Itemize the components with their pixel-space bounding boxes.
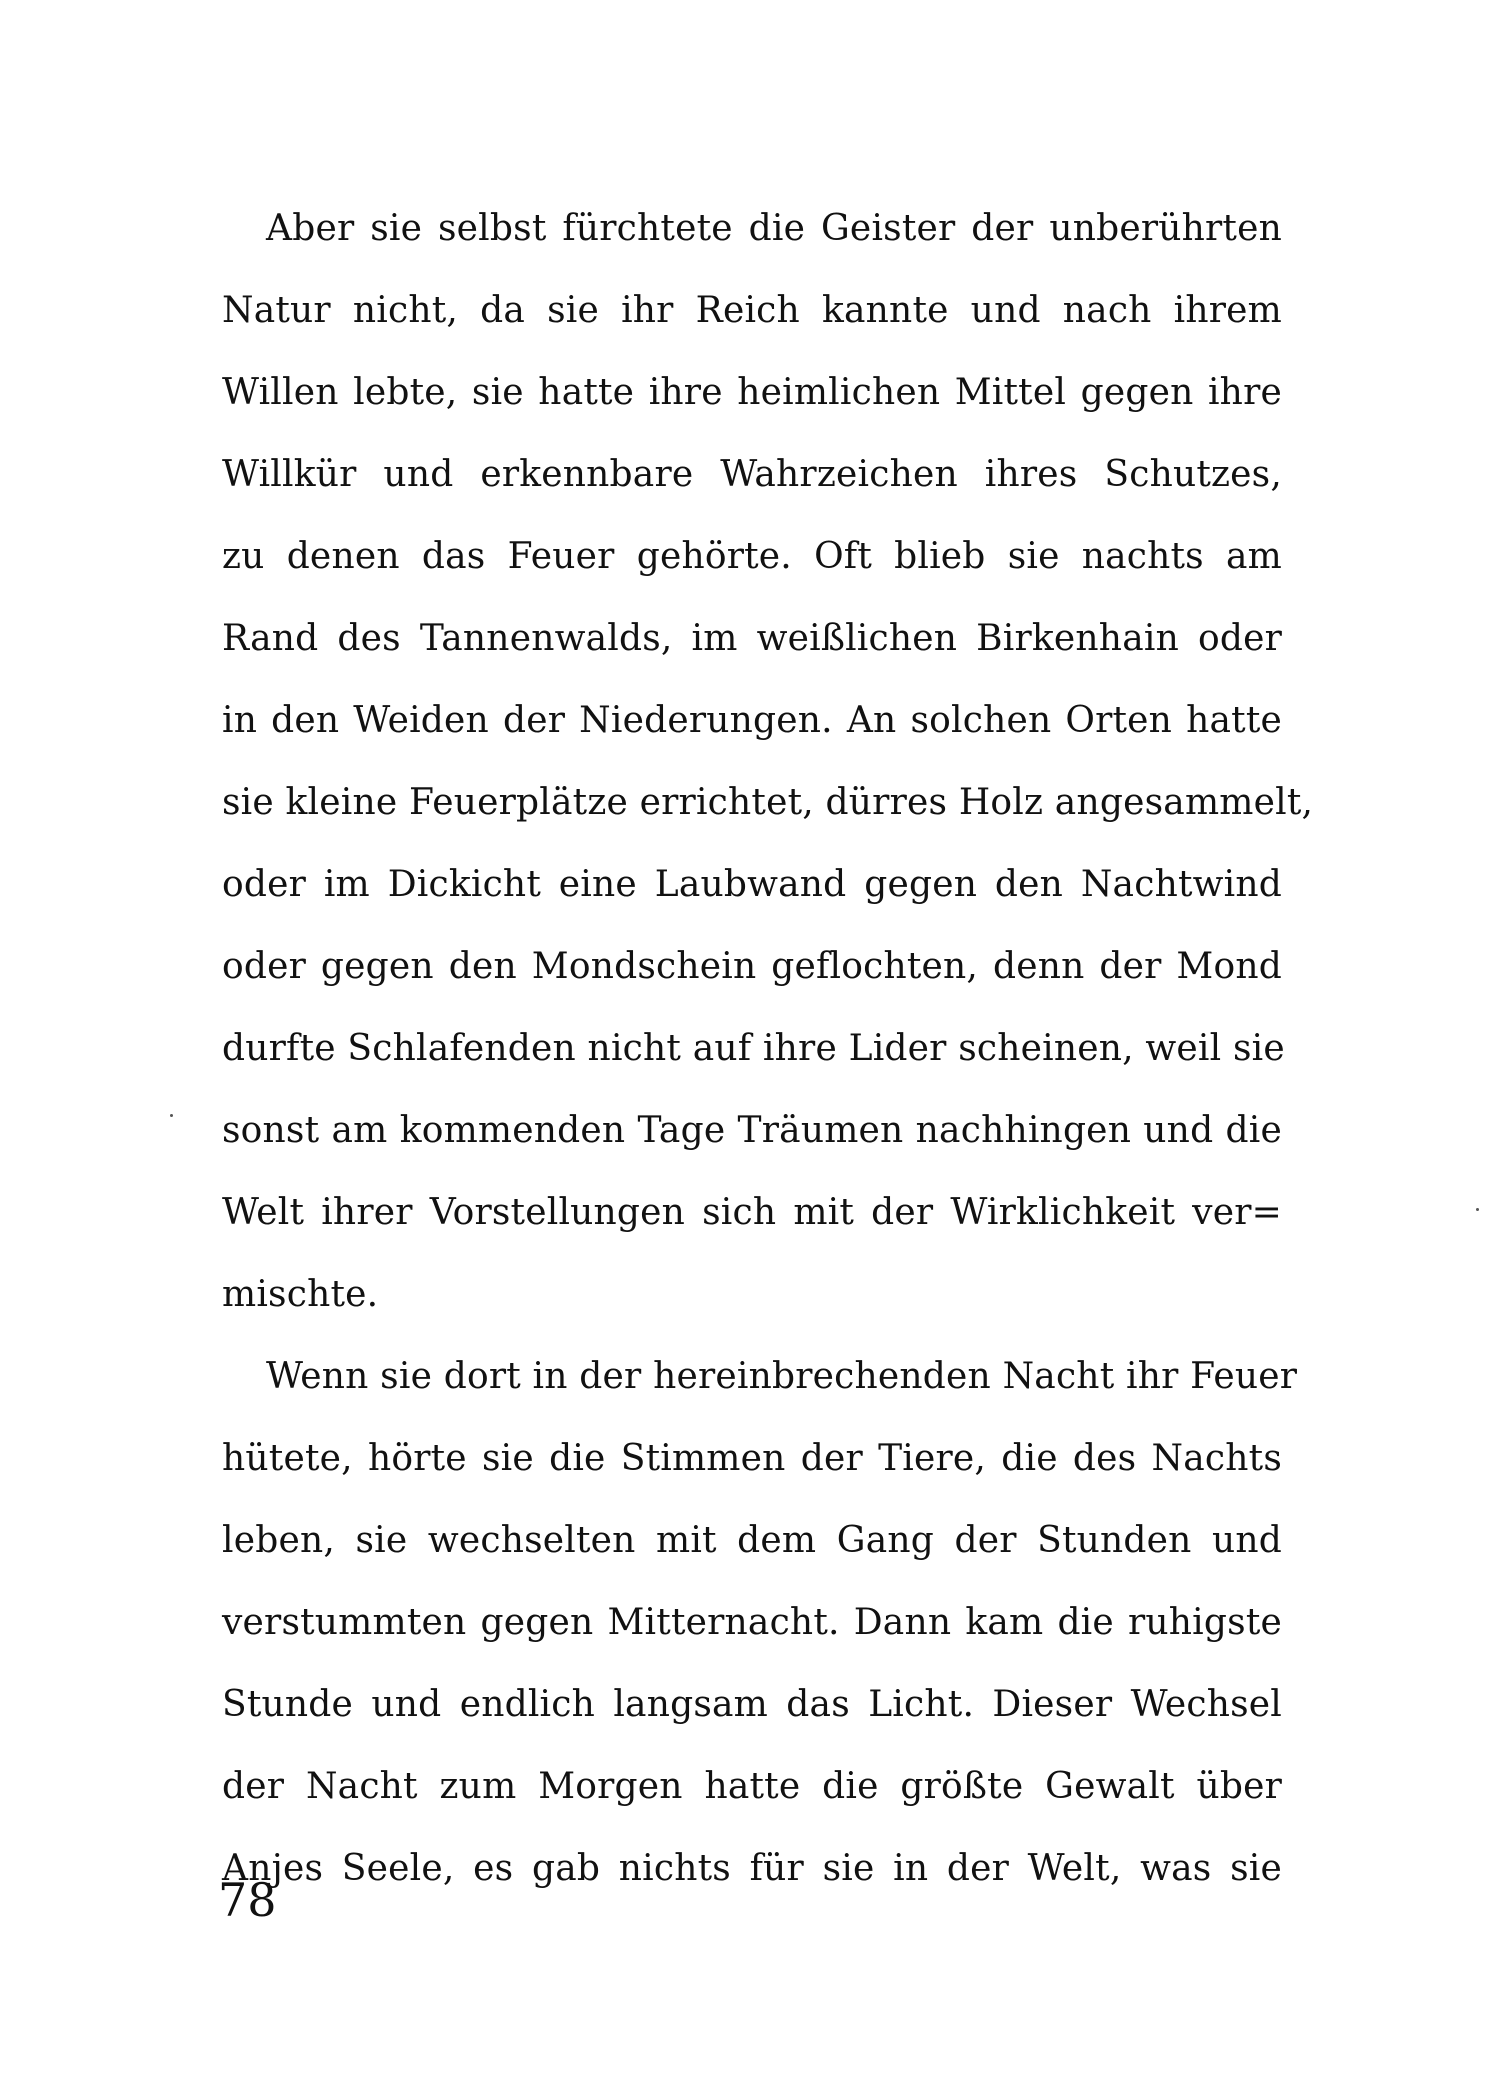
text-line: Anjes Seele, es gab nichts für sie in der Welt, was sie bbox=[222, 1848, 1282, 1889]
text-line: Stunde und endlich langsam das Licht. Dieser Wechsel bbox=[222, 1684, 1282, 1725]
text-line: sie kleine Feuerplätze errichtet, dürres Holz angesammelt, bbox=[222, 782, 1314, 823]
text-line: Wenn sie dort in der hereinbrechenden Nacht ihr Feuer bbox=[266, 1356, 1298, 1397]
text-line: durfte Schlafenden nicht auf ihre Lider scheinen, weil sie bbox=[222, 1028, 1285, 1069]
text-line: Rand des Tannenwalds, im weißlichen Birkenhain oder bbox=[222, 618, 1282, 659]
text-line: in den Weiden der Niederungen. An solchen Orten hatte bbox=[222, 700, 1282, 741]
text-line: Willkür und erkennbare Wahrzeichen ihres Schutzes, bbox=[222, 454, 1282, 495]
paper-speck bbox=[1476, 1208, 1479, 1211]
text-line: mischte. bbox=[222, 1274, 379, 1315]
text-line: sonst am kommenden Tage Träumen nachhingen und die bbox=[222, 1110, 1282, 1151]
text-line: hütete, hörte sie die Stimmen der Tiere, die des Nachts bbox=[222, 1438, 1282, 1479]
text-line: Welt ihrer Vorstellungen sich mit der Wirklichkeit ver= bbox=[222, 1192, 1282, 1233]
text-line: verstummten gegen Mitternacht. Dann kam die ruhigste bbox=[222, 1602, 1282, 1643]
text-line: oder gegen den Mondschein geflochten, denn der Mond bbox=[222, 946, 1282, 987]
text-line: Aber sie selbst fürchtete die Geister der unberührten bbox=[266, 208, 1282, 249]
text-line: der Nacht zum Morgen hatte die größte Gewalt über bbox=[222, 1766, 1282, 1807]
text-line: zu denen das Feuer gehörte. Oft blieb sie nachts am bbox=[222, 536, 1282, 577]
text-line: Willen lebte, sie hatte ihre heimlichen Mittel gegen ihre bbox=[222, 372, 1282, 413]
text-line: Natur nicht, da sie ihr Reich kannte und nach ihrem bbox=[222, 290, 1282, 331]
body-text bbox=[222, 188, 1314, 1910]
paper-speck bbox=[170, 1114, 173, 1117]
text-line: oder im Dickicht eine Laubwand gegen den Nachtwind bbox=[222, 864, 1282, 905]
text-line: leben, sie wechselten mit dem Gang der Stunden und bbox=[222, 1520, 1282, 1561]
page-number: 78 bbox=[218, 1873, 277, 1927]
